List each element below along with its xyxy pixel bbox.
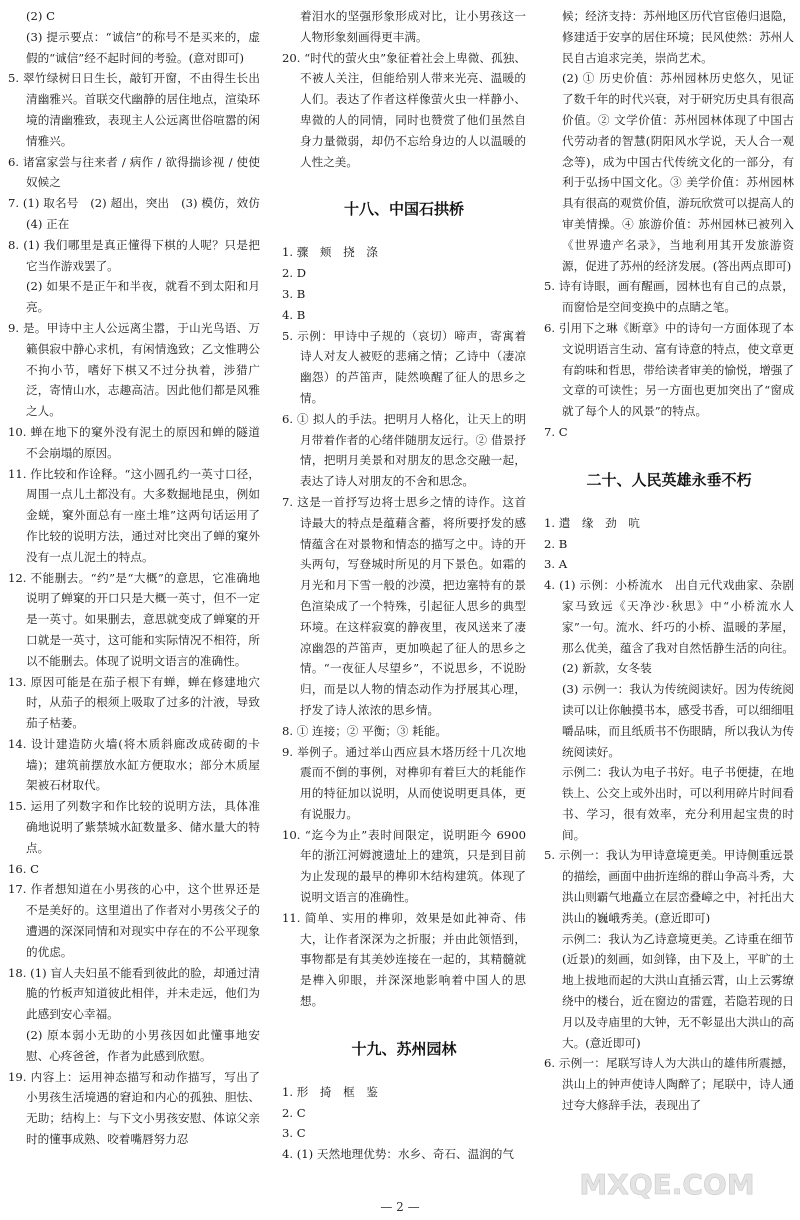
answer-paragraph: 着泪水的坚强形象形成对比，让小男孩这一人物形象刻画得更丰满。: [300, 9, 526, 44]
answer-paragraph: 9. 是。甲诗中主人公远离尘嚣，于山光鸟语、万籁俱寂中静心求机，有闲情逸致；乙文惟聘公不拘小节，嗜好下棋又不过分执着，涉猎广泛，寄情山水，志趣高洁。因此他们都是风雅之人。: [8, 320, 260, 419]
answer-paragraph: 4. (1) 天然地理优势：水乡、奇石、温润的气: [282, 1147, 514, 1162]
section-heading: 二十、人民英雄永垂不朽: [586, 470, 752, 489]
answer-paragraph: 5. 示例：甲诗中子规的（哀切）啼声，寄寓着诗人对友人被贬的悲痛之情；乙诗中（凄凉幽怨）的芦笛声，陡然唤醒了征人的思乡之情。: [282, 328, 526, 405]
answer-paragraph: 6. 引用下之琳《断章》中的诗句一方面体现了本文说明语言生动、富有诗意的特点，使文章更有韵味和哲思，带给读者审美的愉悦，增强了文章的可读性；另一方面也更加突出了“窗成就了每个人的风景”的特点。: [544, 320, 794, 419]
answer-paragraph: 4. B: [282, 307, 306, 322]
answer-paragraph: 2. D: [282, 266, 307, 281]
answer-paragraph: 15. 运用了列数字和作比较的说明方法，具体准确地说明了紫禁城水缸数量多、储水量大的特点。: [8, 799, 260, 855]
answer-paragraph: (3) 提示要点：“诚信”的称号不是买来的，虚假的“诚信”经不起时间的考验。(意对即可): [26, 29, 260, 65]
answer-paragraph: 7. 这是一首抒写边将士思乡之情的诗作。这首诗最大的特点是蕴藉含蓄，将所要抒发的感情蕴含在对景物和情态的描写之中。诗的开头两句，写登城时所见的月下景色。如霜的月光和月下雪一般的沙漠，把边塞特有的景色渲染成了一个特殊，引起征人思乡的典型环境。在这样寂寞的静夜里，夜风送来了凄凉幽怨的芦笛声，更加唤起了征人的思乡之情。“一夜征人尽望乡”，不说思乡，不说盼归，而是以人物的情态动作为抒展其心理，抒发了诗人浓浓的思乡情。: [282, 494, 526, 717]
answer-paragraph: 11. 作比较和作诠释。“这小圆孔约一英寸口径，周围一点儿土都没有。大多数掘地昆虫，例如金蜣，窠外面总有一座土堆”这两句话运用了作比较的说明方法，通过对比突出了蝉的窠外没有一点儿泥土的特点。: [8, 466, 260, 564]
answer-paragraph: 3. C: [282, 1126, 306, 1141]
answer-paragraph: 16. C: [8, 861, 39, 876]
answer-paragraph: 10. “迄今为止”表时间限定，说明距今 6900 年的浙江河姆渡遗址上的建筑，只是到目前为止发现的最早的榫卯木结构建筑。体现了说明文语言的准确性。: [282, 827, 526, 905]
answer-paragraph: 2. B: [544, 536, 568, 551]
answer-paragraph: 10. 蝉在地下的窠外没有泥土的原因和蝉的隧道不会崩塌的原因。: [8, 424, 260, 460]
answer-paragraph: 7. C: [544, 424, 568, 439]
answer-paragraph: 4. (1) 示例：小桥流水 出自元代戏曲家、杂剧家马致远《天净沙·秋思》中“小桥流水人家”一句。流水、纤巧的小桥、温暖的茅屋，那么优美，蕴含了我对自然恬静生活的向往。: [544, 578, 794, 655]
answer-paragraph: 8. (1) 我们哪里是真正懂得下棋的人呢？只是把它当作游戏罢了。: [8, 237, 260, 273]
answer-paragraph: (2) 原本弱小无助的小男孩因如此懂事地安慰、心疼爸爸，作者为此感到欣慰。: [26, 1028, 260, 1063]
answer-paragraph: 6. ① 拟人的手法。把明月人格化，让天上的明月带着作者的心绪伴随朋友远行。② 借景抒情，把明月美景和对朋友的思念交融一起，表达了诗人对朋友的不舍和思念。: [282, 411, 526, 489]
answer-paragraph: 1. 遣 缘 劲 吭: [544, 515, 640, 530]
watermark-logo: [552, 1154, 782, 1212]
answer-paragraph: 9. 举例子。通过举山西应县木塔历经十几次地震而不倒的事例，对榫卯有着巨大的耗能作用的特征加以说明，从而使说明更具体，更有说服力。: [282, 744, 526, 821]
answer-paragraph: (3) 示例一：我认为传统阅读好。因为传统阅读可以让你触摸书本，感受书香，可以细细咀嚼品味，而且纸质书不伤眼睛，所以我认为传统阅读好。: [562, 682, 794, 759]
answer-paragraph: (2) ① 历史价值：苏州园林历史悠久，见证了数千年的时代兴衰，对于研究历史具有很高价值。② 文学价值：苏州园林体现了中国古代劳动者的智慧(阴阳风水学说，天人合一观念等)，成为中国古代传统文化的一部分，有利于弘扬中国文化。③ 美学价值：苏州园林具有很高的观赏价值，游玩欣赏可以提高人的审美情操。④ 旅游价值：苏州园林已被列入《世界遗产名录》，当地利用其开发旅游资源，促进了苏州的经济发展。(答出两点即可): [562, 71, 794, 273]
answer-paragraph: 5. 示例一：我认为甲诗意境更美。甲诗侧重远景的描绘，画面中曲折连绵的群山争高斗秀，大洪山则霸气地矗立在层峦叠嶂之中，衬托出大洪山的巍峨秀美。(意近即可): [544, 848, 794, 925]
section-heading: 十八、中国石拱桥: [343, 200, 464, 219]
answer-paragraph: 3. B: [282, 286, 306, 301]
page-number: — 2 —: [380, 1200, 420, 1215]
column-right: [544, 6, 794, 1116]
answer-paragraph: 19. 内容上：运用神态描写和动作描写，写出了小男孩生活境遇的窘迫和内心的孤独、胆怯、无助；结构上：与下文小男孩安慰、体谅父亲时的懂事成熟、咬着嘴唇努力忍: [8, 1069, 260, 1147]
column-middle: [282, 6, 526, 1165]
answer-paragraph: 7. (1) 取名号 (2) 超出，突出 (3) 模仿，效仿 (4) 正在: [8, 196, 272, 231]
answer-paragraph: 12. 不能删去。“约”是“大概”的意思，它准确地说明了蝉窠的开口只是大概一英寸，但不一定是一英寸。如果删去，意思就变成了蝉窠的开口就是一英寸，这可能和实际情况不相符，所以不能删去。体现了说明文语言的准确性。: [8, 570, 260, 668]
answer-paragraph: 6. 诸富家尝与往来者 / 病作 / 欲得揣诊视 / 使使奴候之: [8, 154, 260, 190]
answer-paragraph: 候；经济支持：苏州地区历代官宦倦归退隐，修建适于安享的居住环境；民风使然：苏州人民自古追求完美，崇尚艺术。: [562, 9, 794, 65]
answer-paragraph: 20. “时代的萤火虫”象征着社会上卑微、孤独、不被人关注，但能给别人带来光亮、温暖的人们。表达了作者这样像萤火虫一样静小、卑微的人的同情，同时也赞赏了他们虽然自身力量微弱，却仍不忘给身边的人以温暖的人性之美。: [282, 50, 526, 169]
answer-paragraph: 8. ① 连接；② 平衡；③ 耗能。: [282, 723, 447, 738]
answer-paragraph: 5. 翠竹绿树日日生长，敲钉开窗，不由得生长出清幽雅兴。首联交代幽静的居住地点，渲染环境的清幽雅致，表现主人公远离世俗喧嚣的闲情雅兴。: [8, 71, 260, 148]
section-heading: 十九、苏州园林: [351, 1039, 457, 1058]
svg-text:MXQE.COM: MXQE.COM: [579, 1168, 755, 1201]
answer-paragraph: 示例二：我认为乙诗意境更美。乙诗重在细节(近景)的刻画，如剑锋，由下及上，平旷的土地上拔地而起的大洪山直插云霄，山上云雾缭绕中的楼台，近在窗边的雷霆，若隐若现的日月以及寺庙里的大钟，无不彰显出大洪山的高大。(意近即可): [562, 931, 794, 1050]
answer-paragraph: 5. 诗有诗眼，画有醒画，园林也有自己的点景，而窗恰是空间变换中的点睛之笔。: [544, 279, 794, 315]
answer-paragraph: 6. 示例一：尾联写诗人为大洪山的雄伟所震撼，洪山上的钟声使诗人陶醉了；尾联中，诗人通过夸大修辞手法，表现出了: [544, 1056, 794, 1113]
answer-paragraph: 17. 作者想知道在小男孩的心中，这个世界还是不是美好的。这里道出了作者对小男孩父子的遭遇的深深同情和对现实中存在的不公平现象的优虑。: [8, 882, 260, 959]
answer-paragraph: 3. A: [544, 557, 568, 572]
answer-paragraph: 14. 设计建造防火墙(将木质斜廊改成砖砌的卡墙)；建筑前摆放水缸方便取水；部分木质屋架被石材取代。: [8, 736, 260, 793]
answer-paragraph: 2. C: [282, 1105, 306, 1120]
column-left: [8, 6, 272, 1150]
answer-paragraph: (2) 新款，女冬装: [562, 661, 652, 676]
answer-paragraph: 示例二：我认为电子书好。电子书便捷，在地铁上、公交上或外出时，可以利用碎片时间看书、学习，很有效率，充分利用起宝贵的时间。: [562, 765, 794, 842]
answer-paragraph: 18. (1) 盲人夫妇虽不能看到彼此的脸，却通过清脆的竹板声知道彼此相伴，并未走远，他们为此感到安心幸福。: [8, 965, 260, 1022]
answer-paragraph: 11. 简单、实用的榫卯，效果是如此神奇、伟大，让作者深深为之折服；并由此领悟到，事物都是有其美妙连接在一起的，其精髓就是榫入卯眼，并深深地影响着中国人的思想。: [282, 910, 526, 1009]
answer-paragraph: (2) C: [26, 9, 55, 23]
answer-paragraph: 1. 骤 颊 挠 涤: [282, 245, 378, 260]
answer-paragraph: (2) 如果不是正午和半夜，就看不到太阳和月亮。: [26, 279, 260, 315]
answer-paragraph: 13. 原因可能是在茄子根下有蝉，蝉在修建地穴时，从茄子的根须上吸取了过多的汁液，导致茄子枯萎。: [8, 674, 260, 731]
answer-paragraph: 1. 形 掎 框 鉴: [282, 1084, 378, 1099]
